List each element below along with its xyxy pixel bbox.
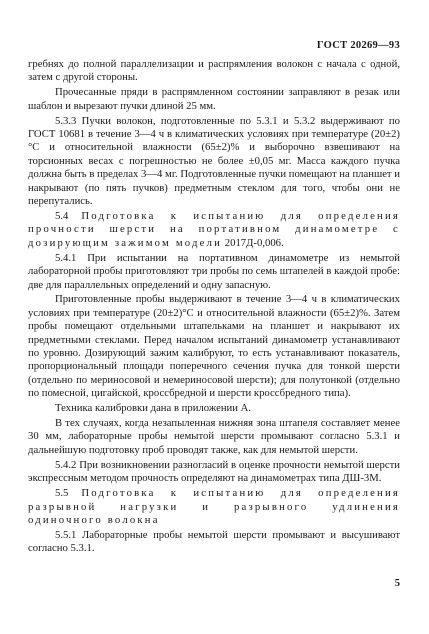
paragraph-5-4-2: 5.4.2 При возникновении разногласий в оценке прочности немытой шерсти экспрессным методом прочность определяют на динамометрах типа ДШ-3М.	[28, 458, 400, 485]
paragraph-5-4-1: 5.4.1 При испытании на портативном динамометре из немытой лабораторной пробы приготовляют три пробы по семь штапелей в каждой пробе: две для параллельных определений и одну запасную.	[28, 251, 400, 291]
paragraph-calibration-reference: Техника калибровки дана в приложении А.	[55, 402, 252, 415]
body-text	[28, 58, 400, 556]
section-title-5-4-model: 2017Д-0,006.	[224, 236, 284, 249]
paragraph-continuation: гребнях до полной параллелизации и распрямления волокон с начала с одной, затем с другой стороны.	[28, 58, 400, 84]
section-heading-5-5	[28, 487, 400, 527]
page-number: 5	[394, 578, 400, 589]
section-title-5-5: Подготовка к испытанию для определения разрывной нагрузки и разрывного удлинения одиночного волокна	[28, 487, 400, 526]
section-heading-5-4	[28, 210, 400, 250]
paragraph-5-5-1: 5.5.1 Лабораторные пробы немытой шерсти промывают и высушивают согласно 5.3.1.	[28, 528, 400, 555]
paragraph-dusty-zone: В тех случаях, когда незапыленная нижняя зона штапеля составляет менее 30 мм, лабораторные пробы немытой шерсти промывают согласно 5.3.1 и дальнейшую подготовку проб проводят также, как для немытой шерсти.	[28, 417, 400, 456]
section-number-5-4: 5.4	[55, 209, 69, 222]
section-title-5-4: Подготовка к испытанию для определения прочности шерсти на портативном динамометре с дозирующим зажимом модели	[28, 209, 400, 249]
paragraph-combed-strands: Прочесанные пряди в распрямленном состоянии заправляют в резак или шаблон и вырезают пучки длиной 25 мм.	[28, 86, 400, 112]
page-header-standard-number: ГОСТ 20269—93	[316, 40, 400, 51]
section-number-5-5: 5.5	[55, 487, 69, 500]
paragraph-5-3-3: 5.3.3 Пучки волокон, подготовленные по 5.3.1 и 5.3.2 выдерживают по ГОСТ 10681 в течение 3—4 ч в климатических условиях при температуре (20±2)°С и относительной влажности (65±2)% и выборочно взвешивают на торсионных весах с погрешностью не более ±0,05 мг. Масса каждого пучка должна быть в пределах 3—4 мг. Подготовленные пучки помещают на планшет и накрывают (по пять пучков) предметным стеклом для того, чтобы они не перепутались.	[28, 114, 400, 208]
paragraph-prepared-samples: Приготовленные пробы выдерживают в течение 3—4 ч в климатических условиях при температуре (20±2)°С и относительной влажности (65±2)%. Затем пробы помещают отдельными штапельками на планшет и накрывают их предметными стеклами. Перед началом испытаний динамометр устанавливают по уровню. Дозирующий зажим калибруют, то есть устанавливают показатель, пропорциональный площади поперечного сечения пучка для тонкой шерсти (отдельно по мериносовой и немериносовой шерсти); для полутонкой (отдельно по помесной, цигайской, кроссбредной и шерсти кроссбредного типа).	[28, 293, 400, 400]
